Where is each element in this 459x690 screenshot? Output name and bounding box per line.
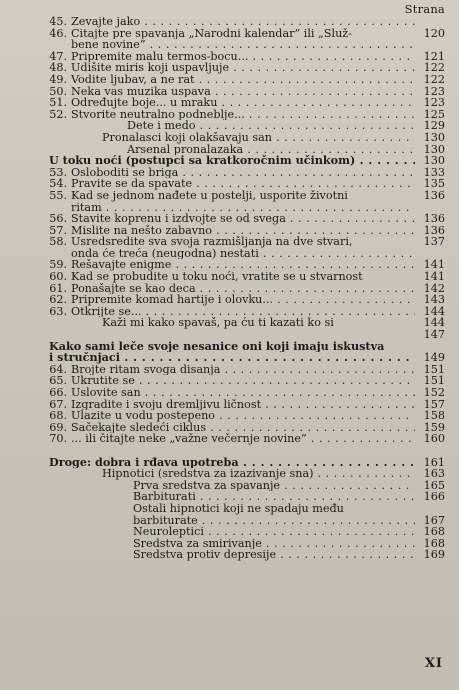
toc-entry-number: 64. bbox=[49, 362, 67, 376]
toc-entry-number: 51. bbox=[49, 96, 67, 110]
toc-entry bbox=[0, 294, 459, 306]
toc-entry-title: Pronalasci koji olakšavaju san . . . bbox=[102, 132, 415, 144]
toc-entry-number: 55. bbox=[49, 188, 67, 202]
toc-entry-title: Neuroleptici . . . bbox=[133, 526, 415, 538]
toc-entry-page: 121 bbox=[423, 49, 445, 63]
toc-entry-page: 123 bbox=[423, 96, 445, 110]
toc-entry-page: 144 bbox=[423, 316, 445, 330]
toc-entry-number: 45. bbox=[49, 15, 67, 28]
toc-entry bbox=[0, 422, 459, 434]
toc-entry-page: 147 bbox=[423, 328, 445, 342]
toc-entry-title: Ponašajte se kao deca . . . bbox=[71, 283, 415, 295]
toc-entry-number: 52. bbox=[49, 107, 67, 121]
toc-entry-title: bene novine” . . . bbox=[71, 39, 415, 51]
toc-entry-page: 168 bbox=[423, 536, 445, 550]
toc-entry-page: 142 bbox=[423, 281, 445, 295]
toc-entry-number: 61. bbox=[49, 281, 67, 295]
toc-entry-title: barbiturate . . . bbox=[133, 515, 415, 527]
toc-entry bbox=[0, 410, 459, 422]
toc-entry bbox=[0, 480, 459, 492]
toc-entry-page: 168 bbox=[423, 525, 445, 539]
toc-entry-page: 133 bbox=[423, 165, 445, 179]
toc-entry-title: Barbiturati . . . bbox=[133, 491, 415, 503]
toc-entry-page: 141 bbox=[423, 258, 445, 272]
toc-entry bbox=[0, 526, 459, 538]
toc-section-heading bbox=[0, 155, 459, 167]
toc-entry-title: Izgradite i svoju dremljivu ličnost . . . bbox=[71, 399, 415, 411]
toc-entry-title: Pripremite malu termos-bocu... . . . bbox=[71, 51, 415, 63]
toc-entry-title: Dete i medo . . . bbox=[127, 120, 415, 132]
toc-entry-title: Droge: dobra i rđava upotreba . . . bbox=[49, 457, 415, 469]
toc-entry-page: 130 bbox=[423, 154, 445, 168]
toc-entry bbox=[0, 248, 459, 260]
toc-entry-number: 65. bbox=[49, 374, 67, 388]
toc-entry bbox=[0, 515, 459, 527]
toc-entry-page: 136 bbox=[423, 188, 445, 202]
toc-entry bbox=[0, 364, 459, 376]
toc-entry bbox=[0, 132, 459, 144]
toc-entry-page: 136 bbox=[423, 212, 445, 226]
toc-entry-title: Kad se probudite u toku noći, vratite se u stvarnost bbox=[71, 271, 363, 283]
toc-entry-page: 125 bbox=[423, 107, 445, 121]
toc-entry-page: 129 bbox=[423, 119, 445, 133]
toc-entry-number: 68. bbox=[49, 409, 67, 423]
toc-entry bbox=[0, 491, 459, 503]
toc-entry-page: 157 bbox=[423, 397, 445, 411]
toc-entry-title: Ostali hipnotici koji ne spadaju među bbox=[133, 502, 344, 515]
toc-entry-number: 49. bbox=[49, 72, 67, 86]
toc-entry-title: Otkrijte se... . . . bbox=[71, 306, 415, 318]
toc-entry-number: 67. bbox=[49, 397, 67, 411]
toc-entry-title: Ulazite u vodu postepeno . . . bbox=[71, 410, 415, 422]
toc-entry-title: i stručnjaci . . . bbox=[49, 352, 415, 364]
toc-entry bbox=[0, 317, 459, 329]
toc-entry-title: Neka vas muzika uspava . . . bbox=[71, 86, 415, 98]
page-column-header: Strana bbox=[404, 2, 445, 16]
page-number: XI bbox=[424, 656, 443, 671]
toc-entry-number: 66. bbox=[49, 386, 67, 399]
toc-gap-row bbox=[0, 445, 459, 457]
toc-entry-page: 152 bbox=[423, 386, 445, 399]
toc-entry-title: Mislite na nešto zabavno . . . bbox=[71, 225, 415, 237]
toc-entry-number: 62. bbox=[49, 293, 67, 307]
toc-entry bbox=[0, 538, 459, 550]
toc-entry bbox=[0, 306, 459, 318]
toc-entry-page: 144 bbox=[423, 304, 445, 318]
toc-entry-page: 163 bbox=[423, 467, 445, 481]
toc-entry-page: 161 bbox=[423, 455, 445, 469]
toc-section-heading bbox=[0, 352, 459, 364]
toc-entry bbox=[0, 16, 459, 28]
toc-entry-title: Osloboditi se briga . . . bbox=[71, 167, 415, 179]
toc-entry bbox=[0, 271, 459, 283]
toc-entry bbox=[0, 375, 459, 387]
toc-entry-page: 122 bbox=[423, 61, 445, 75]
toc-entry-page: 136 bbox=[423, 223, 445, 237]
toc-entry bbox=[0, 213, 459, 225]
toc-entry bbox=[0, 236, 459, 248]
toc-entry bbox=[0, 225, 459, 237]
toc-entry-title: Stavite koprenu i izdvojte se od svega . . . bbox=[71, 213, 415, 225]
toc-entry bbox=[0, 399, 459, 411]
toc-entry-page: 137 bbox=[423, 235, 445, 249]
toc-entry bbox=[0, 468, 459, 480]
toc-entry-number: 59. bbox=[49, 258, 67, 272]
toc-entry-title: Prva sredstva za spavanje . . . bbox=[133, 480, 415, 492]
toc-entry-title: U toku noći (postupci sa kratkoročnim učinkom) . . . bbox=[49, 155, 415, 167]
toc-entry-number: 53. bbox=[49, 165, 67, 179]
toc-entry-number: 57. bbox=[49, 223, 67, 237]
toc-entry-title: Pravite se da spavate . . . bbox=[71, 178, 415, 190]
toc-entry-title: ritam . . . bbox=[71, 202, 415, 214]
toc-entry bbox=[0, 74, 459, 86]
toc-entry-number: 70. bbox=[49, 432, 67, 446]
toc-entry-page: 120 bbox=[423, 26, 445, 40]
toc-entry bbox=[0, 167, 459, 179]
toc-entry-title: Zevajte jako . . . bbox=[71, 16, 415, 28]
toc-entry bbox=[0, 283, 459, 295]
toc-entry-number: 69. bbox=[49, 420, 67, 434]
toc-entry-number: 60. bbox=[49, 270, 67, 284]
toc-entry-page: 130 bbox=[423, 130, 445, 144]
toc-entry-page: 122 bbox=[423, 72, 445, 86]
toc-entry-title: Usredsredite sva svoja razmišljanja na dve stvari, bbox=[71, 236, 353, 248]
toc-entry bbox=[0, 144, 459, 156]
toc-entry-page: 159 bbox=[423, 420, 445, 434]
toc-entry-title: Udišite miris koji uspavljuje . . . bbox=[71, 62, 415, 74]
toc-entry-title: Sačekajte sledeći ciklus . . . bbox=[71, 422, 415, 434]
toc-entry-page: 151 bbox=[423, 374, 445, 388]
toc-entry-title: Stvorite neutralno podneblje... . . . bbox=[71, 109, 415, 121]
toc-entry-title: Određujte boje... u mraku . . . bbox=[71, 97, 415, 109]
toc-entry-title: Ukrutite se . . . bbox=[71, 375, 415, 387]
toc-entry-title: Pripremite komad hartije i olovku... . . . bbox=[71, 294, 415, 306]
toc-entry-page: 141 bbox=[423, 270, 445, 284]
toc-entry-page: 149 bbox=[423, 351, 445, 365]
toc-entry-page: 143 bbox=[423, 293, 445, 307]
toc-entry bbox=[0, 387, 459, 399]
toc-section-heading bbox=[0, 341, 459, 353]
toc-entry bbox=[0, 39, 459, 51]
toc-entry bbox=[0, 51, 459, 63]
toc-entry-title: Sredstva protiv depresije . . . bbox=[133, 549, 415, 561]
toc-entry-title: Rešavajte enigme . . . bbox=[71, 259, 415, 271]
toc-entry-number: 48. bbox=[49, 61, 67, 75]
toc-entry-number: 56. bbox=[49, 212, 67, 226]
toc-entry-page: 160 bbox=[423, 432, 445, 446]
toc-entry-page: 130 bbox=[423, 142, 445, 156]
toc-entry-number: 58. bbox=[49, 235, 67, 249]
toc-section-heading bbox=[0, 457, 459, 469]
toc-entry-title: onda će treća (neugodna) nestati . . . bbox=[71, 248, 415, 260]
toc-entry-title: Kad se jednom nađete u postelji, usporite životni bbox=[71, 189, 348, 202]
table-of-contents bbox=[0, 16, 459, 561]
toc-entry-page: 165 bbox=[423, 478, 445, 492]
toc-entry-number: 47. bbox=[49, 49, 67, 63]
toc-entry-title: Hipnotici (sredstva za izazivanje sna) . . . bbox=[102, 468, 415, 480]
toc-entry bbox=[0, 259, 459, 271]
toc-entry-page: 166 bbox=[423, 490, 445, 504]
toc-entry-page: 151 bbox=[423, 362, 445, 376]
toc-entry bbox=[0, 433, 459, 445]
toc-entry bbox=[0, 109, 459, 121]
toc-entry bbox=[0, 62, 459, 74]
toc-gap-row bbox=[0, 329, 459, 341]
toc-entry bbox=[0, 178, 459, 190]
toc-entry bbox=[0, 97, 459, 109]
toc-entry-title: Uslovite san . . . bbox=[71, 387, 415, 399]
toc-entry-title: Kako sami leče svoje nesanice oni koji imaju iskustva bbox=[49, 340, 385, 353]
toc-entry-number: 50. bbox=[49, 84, 67, 98]
toc-entry bbox=[0, 549, 459, 561]
toc-entry bbox=[0, 503, 459, 515]
toc-entry bbox=[0, 190, 459, 202]
toc-entry-page: 123 bbox=[423, 84, 445, 98]
toc-entry-number: 54. bbox=[49, 177, 67, 191]
toc-entry-title: Sredstva za smirivanje . . . bbox=[133, 538, 415, 550]
toc-entry-title: Arsenal pronalazaka . . . bbox=[127, 144, 415, 156]
toc-entry bbox=[0, 202, 459, 214]
toc-entry bbox=[0, 120, 459, 132]
toc-entry bbox=[0, 86, 459, 98]
toc-entry-title: Kaži mi kako spavaš, pa ću ti kazati ko si bbox=[102, 317, 334, 330]
toc-entry bbox=[0, 28, 459, 40]
toc-entry-page: 167 bbox=[423, 513, 445, 527]
toc-entry-number: 63. bbox=[49, 304, 67, 318]
toc-entry-title: ... ili čitajte neke „važne večernje novine” . . . bbox=[71, 433, 415, 445]
toc-entry-title: Vodite ljubav, a ne rat . . . bbox=[71, 74, 415, 86]
toc-entry-number: 46. bbox=[49, 26, 67, 40]
toc-entry-page: 158 bbox=[423, 409, 445, 423]
toc-entry-title: Čitajte pre spavanja „Narodni kalendar” ili „Služ- bbox=[71, 27, 352, 40]
toc-entry-title: Brojte ritam svoga disanja . . . bbox=[71, 364, 415, 376]
toc-entry-page: 135 bbox=[423, 177, 445, 191]
toc-entry-page: 169 bbox=[423, 548, 445, 562]
